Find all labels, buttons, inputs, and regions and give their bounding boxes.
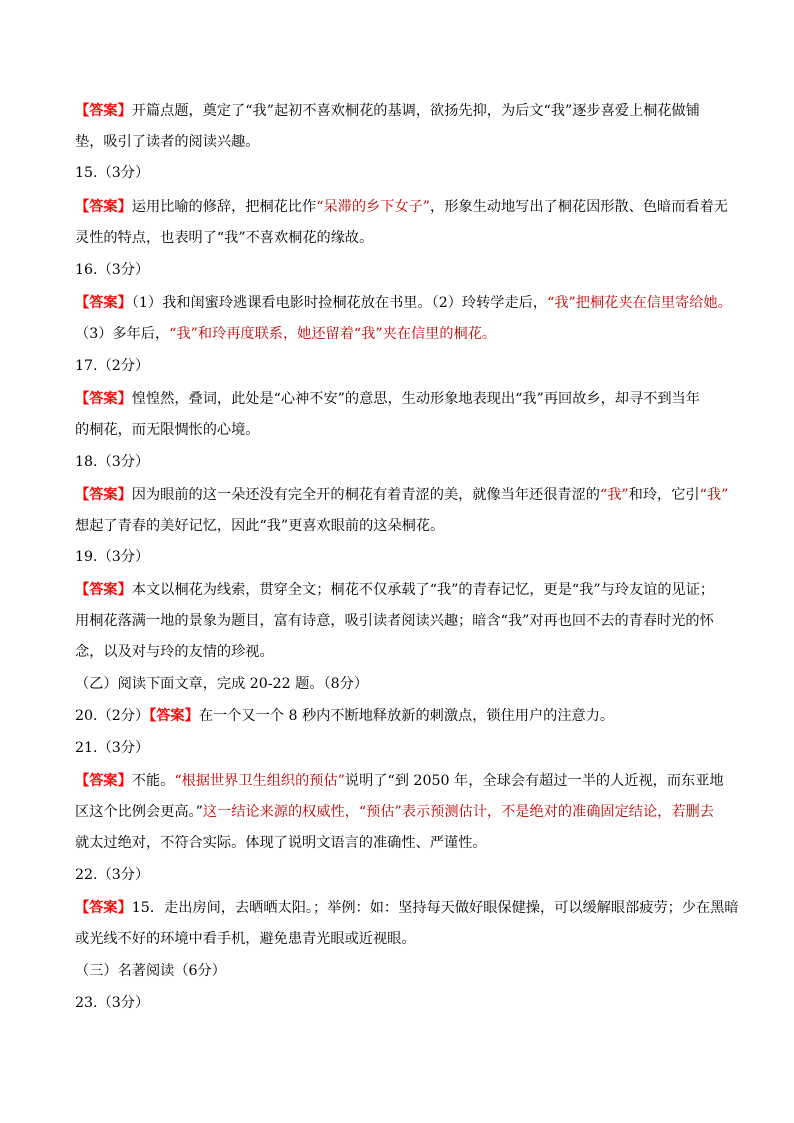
text-line [75,228,373,248]
question-number [75,356,149,376]
answer-text-red: “根据世界卫生组织的预估” [174,773,345,789]
answer-tag: 【答案】 [75,295,132,311]
answer-tag: 【答案】 [75,199,132,215]
answer-text: （三）名著阅读（6分） [75,963,226,979]
question-number [75,865,149,885]
answer-text-red: “呆滞的乡下女子” [316,199,431,215]
text-line [75,642,274,662]
question-number [75,260,149,280]
question-number [75,738,149,758]
text-line [75,898,739,918]
text-line [75,833,486,853]
section-heading [75,961,226,981]
answer-text: 不能。 [131,773,175,789]
answer-text: 区这个比例会更高。” [75,804,203,820]
answer-text: （3）多年后， [75,326,170,342]
answer-text-red: “我” [699,487,729,503]
text-line [75,389,700,409]
text-line [75,197,728,217]
answer-text: 17.（2分） [75,358,150,374]
text-line [75,802,714,822]
answer-tag: 【答案】 [75,391,132,407]
answer-text-red: 这一结论来源的权威性，“预估”表示预测估计，不是绝对的准确固定结论，若删去 [202,804,714,820]
answer-text: 灵性的特点，也表明了“我”不喜欢桐花的缘故。 [75,230,374,246]
answer-tag: 【答案】 [75,900,132,916]
text-line [75,771,724,791]
answer-text: 开篇点题，奠定了“我”起初不喜欢桐花的基调，欲扬先抑，为后文“我”逐步喜爱上桐花做铺 [131,103,700,119]
answer-text: 或光线不好的环境中看手机，避免患青光眼或近视眼。 [75,931,416,947]
text-line [75,101,700,121]
answer-text: ，形象生动地写出了桐花因形散、色暗而看着无 [430,199,728,215]
answer-text: 想起了青春的美好记忆，因此“我”更喜欢眼前的这朵桐花。 [75,518,445,534]
answer-text: 说明了“到 2050 年，全球会有超过一半的人近视，而东亚地 [344,773,724,789]
text-line [75,706,614,726]
text-line [75,516,444,536]
answer-text: 念，以及对与玲的友情的珍视。 [75,644,274,660]
answer-text-red: “我” [599,487,629,503]
answer-text: 16.（3分） [75,262,150,278]
section-heading [75,674,368,694]
question-number [75,163,149,183]
answer-text: 用桐花落满一地的景象为题目，富有诗意，吸引读者阅读兴趣；暗含“我”对再也回不去的青春时光的怀 [75,613,714,629]
answer-text: 本文以桐花为线索，贯穿全文；桐花不仅承载了“我”的青春记忆，更是“我”与玲友谊的见证； [131,582,715,598]
answer-text: 因为眼前的这一朵还没有完全开的桐花有着青涩的美，就像当年还很青涩的 [131,487,600,503]
answer-text: 运用比喻的修辞，把桐花比作 [131,199,317,215]
answer-text: 21.（3分） [75,740,150,756]
answer-text: 18.（3分） [75,454,150,470]
text-line [75,929,416,949]
answer-text: 惶惶然，叠词，此处是“心神不安”的意思，生动形象地表现出“我”再回故乡，却寻不到当年 [131,391,700,407]
text-line [75,324,496,344]
answer-text: 垫，吸引了读者的阅读兴趣。 [75,134,260,150]
question-number [75,993,149,1013]
answer-text: （1）我和闺蜜玲逃课看电影时捡桐花放在书里。（2）玲转学走后， [131,295,548,311]
answer-text: 15.（3分） [75,165,150,181]
answer-text: （乙）阅读下面文章，完成 20-22 题。（8分） [75,676,369,692]
text-line [75,611,714,631]
answer-text: 和玲，它引 [628,487,700,503]
answer-text: 19.（3分） [75,549,150,565]
answer-text: 23.（3分） [75,995,150,1011]
answer-tag: 【答案】 [75,103,132,119]
answer-text: 22.（3分） [75,867,150,883]
text-line [75,485,728,505]
text-line [75,420,259,440]
answer-tag: 【答案】 [149,708,199,724]
text-line [75,132,259,152]
answer-text: 20.（2分） [75,708,150,724]
question-number [75,452,149,472]
question-number [75,547,149,567]
answer-text-red: “我”和玲再度联系，她还留着“我”夹在信里的桐花。 [169,326,497,342]
answer-text: 在一个又一个 8 秒内不断地释放新的刺激点，锁住用户的注意力。 [198,708,615,724]
answer-tag: 【答案】 [75,487,132,503]
answer-text: 15．走出房间，去晒晒太阳。；举例：如：坚持每天做好眼保健操，可以缓解眼部疲劳；少在黑暗 [131,900,739,916]
text-line [75,293,732,313]
answer-text: 就太过绝对，不符合实际。体现了说明文语言的准确性、严谨性。 [75,835,487,851]
answer-tag: 【答案】 [75,582,132,598]
answer-tag: 【答案】 [75,773,132,789]
answer-text: 的桐花，而无限惆怅的心境。 [75,422,260,438]
answer-text-red: “我”把桐花夹在信里寄给她。 [547,295,732,311]
text-line [75,580,714,600]
